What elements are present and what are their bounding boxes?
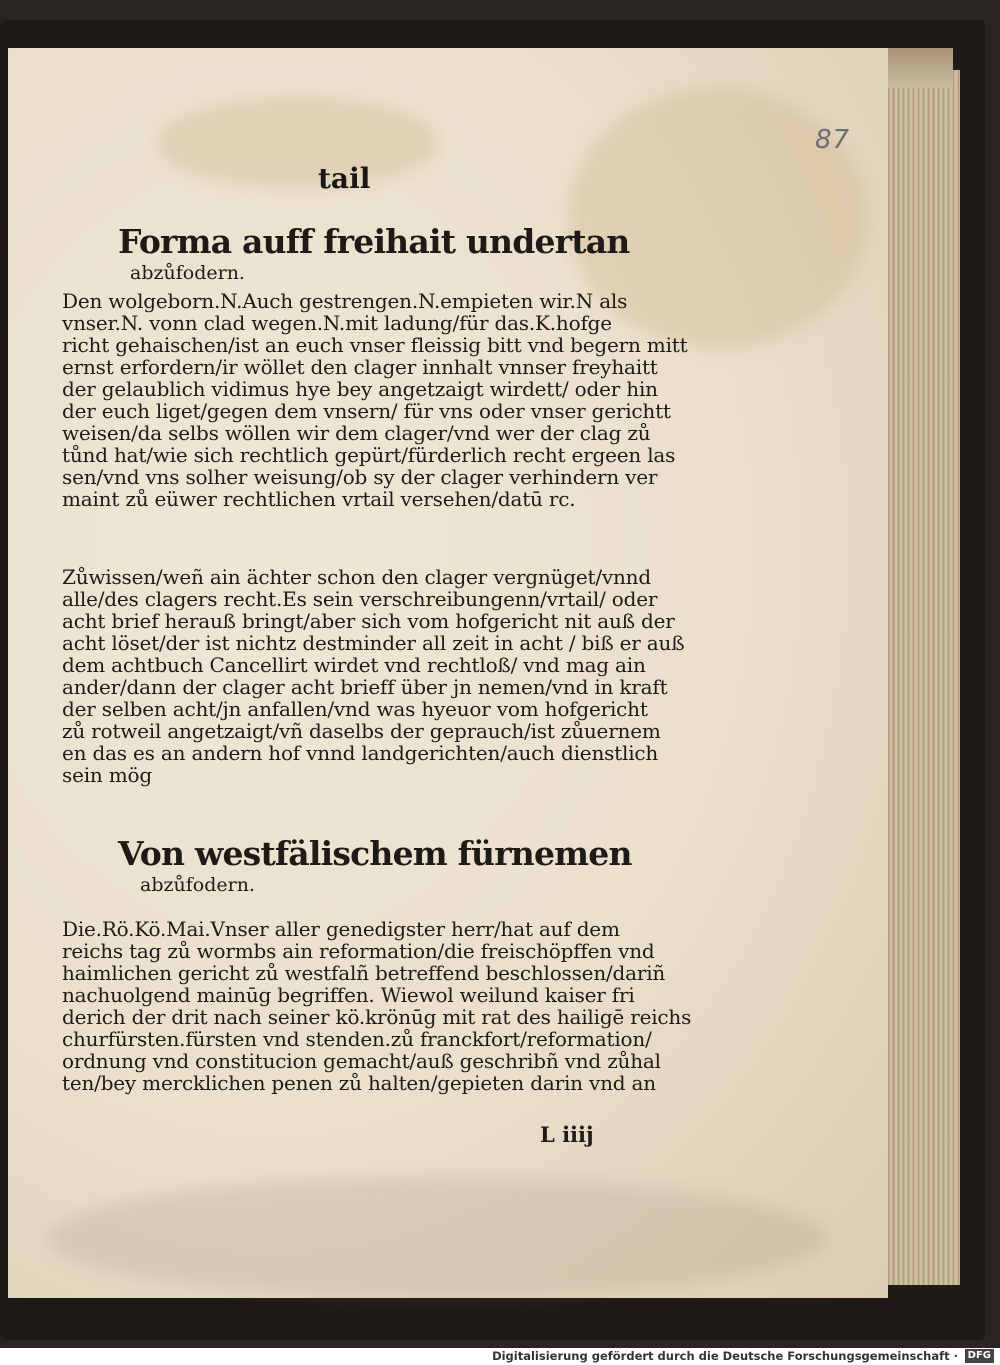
dfg-logo: DFG [965, 1349, 994, 1363]
folio-number: 87 [815, 125, 851, 155]
text-line: churfürsten.fürsten vnd stenden.zů franckfort/reformation/ [62, 1027, 652, 1051]
text-line: Den wolgeborn.N.Auch gestrengen.N.empieten wir.N als [62, 289, 628, 313]
text-line: acht löset/der ist nichtz destminder all zeit in acht / biß er auß [62, 631, 685, 655]
paragraph2-body [62, 565, 685, 787]
text-line: Die.Rö.Kö.Mai.Vnser aller genedigster herr/hat auf dem [62, 917, 620, 941]
section1-body [62, 289, 688, 511]
text-line: Zůwissen/weñ ain ächter schon den clager vergnüget/vnnd [62, 565, 651, 589]
text-line: acht brief herauß bringt/aber sich vom hofgericht nit auß der [62, 609, 675, 633]
text-line: richt gehaischen/ist an euch vnser fleissig bitt vnd begern mitt [62, 333, 688, 357]
text-line: ordnung vnd constitucion gemacht/auß geschribñ vnd zůhal [62, 1049, 661, 1073]
footer-bar [0, 1348, 1000, 1365]
section1-subheading: abzůfodern. [130, 262, 245, 284]
text-line: tůnd hat/wie sich rechtlich gepürt/fürderlich recht ergeen las [62, 443, 676, 467]
text-line: der selben acht/jn anfallen/vnd was hyeuor vom hofgericht [62, 697, 648, 721]
section2-heading: Von westfälischem fürnemen [118, 834, 632, 873]
section1-heading: Forma auff freihait undertan [118, 222, 630, 261]
text-line: der euch liget/gegen dem vnsern/ für vns oder vnser gerichtt [62, 399, 671, 423]
text-line: haimlichen gericht zů westfalñ betreffend beschlossen/dariñ [62, 961, 666, 985]
text-line: reichs tag zů wormbs ain reformation/die freischöpffen vnd [62, 939, 655, 963]
text-line: der gelaublich vidimus hye bey angetzaigt wirdett/ oder hin [62, 377, 658, 401]
stain [48, 1178, 828, 1298]
text-line: zů rotweil angetzaigt/vñ daselbs der geprauch/ist zůuernem [62, 719, 661, 743]
section1-heading-block [62, 222, 630, 284]
section2-heading-block [62, 834, 632, 896]
text-line: alle/des clagers recht.Es sein verschreibungenn/vrtail/ oder [62, 587, 658, 611]
footer-credit: Digitalisierung gefördert durch die Deutsche Forschungsgemeinschaft · [492, 1349, 958, 1363]
text-line: ernst erfordern/ir wöllet den clager innhalt vnnser freyhaitt [62, 355, 658, 379]
stain [158, 98, 438, 188]
page-edges [880, 70, 960, 1285]
text-line: weisen/da selbs wöllen wir dem clager/vnd wer der clag zů [62, 421, 651, 445]
text-line: ten/bey mercklichen penen zů halten/gepieten darin vnd an [62, 1071, 656, 1095]
running-head: tail [318, 162, 371, 195]
text-line: maint zů eüwer rechtlichen vrtail versehen/datū rc. [62, 487, 576, 511]
text-line: dem achtbuch Cancellirt wirdet vnd rechtloß/ vnd mag ain [62, 653, 646, 677]
signature-mark: L iiij [540, 1122, 594, 1147]
text-line: ander/dann der clager acht brieff über jn nemen/vnd in kraft [62, 675, 668, 699]
text-line: derich der drit nach seiner kö.krönūg mit rat des hailigē reichs [62, 1005, 692, 1029]
text-line: sein mög [62, 763, 152, 787]
text-line: sen/vnd vns solher weisung/ob sy der clager verhindern ver [62, 465, 658, 489]
section2-body [62, 917, 692, 1095]
text-line: vnser.N. vonn clad wegen.N.mit ladung/für das.K.hofge [62, 311, 612, 335]
text-line: nachuolgend mainūg begriffen. Wiewol weilund kaiser fri [62, 983, 635, 1007]
section2-subheading: abzůfodern. [140, 874, 255, 896]
text-line: en das es an andern hof vnnd landgerichten/auch dienstlich [62, 741, 659, 765]
